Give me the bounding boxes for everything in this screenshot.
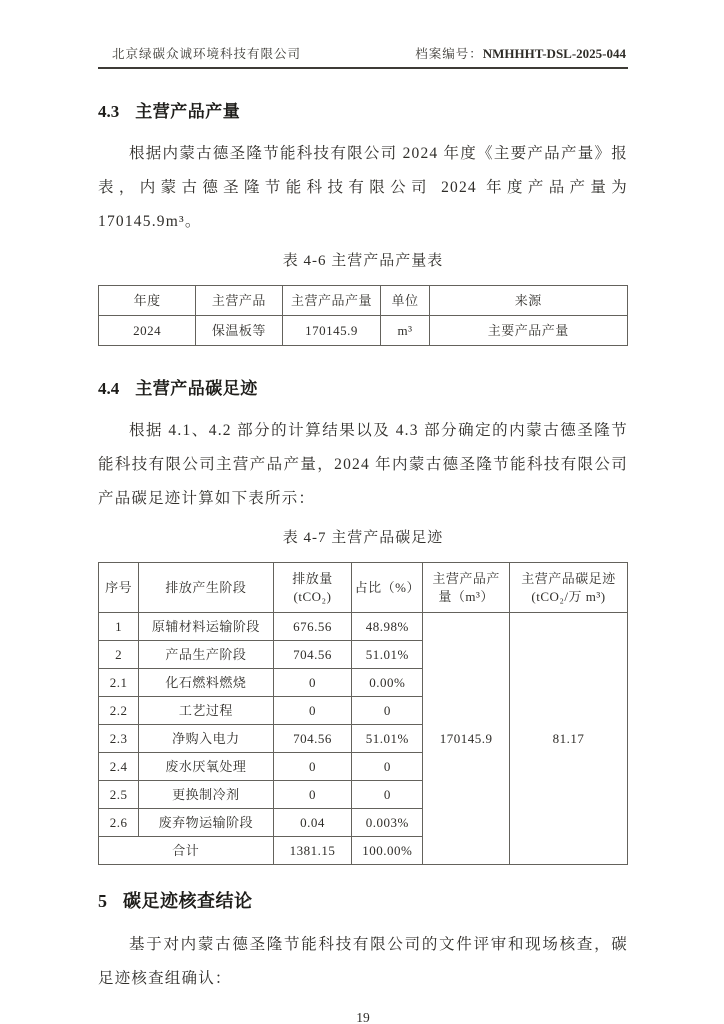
document-header xyxy=(98,44,628,62)
table-cell: 170145.9 xyxy=(282,316,381,346)
section-number: 4.3 xyxy=(98,102,120,121)
column-header: 主营产品碳足迹 (tCO₂/万 m³) xyxy=(510,563,628,613)
table-header xyxy=(99,563,628,613)
section-5-paragraph: 基于对内蒙古德圣隆节能科技有限公司的文件评审和现场核查，碳足迹核查组确认： xyxy=(98,936,628,987)
table-cell: 0.00% xyxy=(352,669,423,697)
table-cell: 0 xyxy=(352,781,423,809)
column-header: 排放量 (tCO₂) xyxy=(273,563,352,613)
table-cell: 废弃物运输阶段 xyxy=(139,809,273,837)
table-cell: 保温板等 xyxy=(196,316,282,346)
table-cell: 2 xyxy=(99,641,139,669)
table-cell: 原辅材料运输阶段 xyxy=(139,613,273,641)
table-cell: 工艺过程 xyxy=(139,697,273,725)
column-header: 主营产品产量 xyxy=(282,286,381,316)
table-cell: 废水厌氧处理 xyxy=(139,753,273,781)
column-header: 单位 xyxy=(381,286,429,316)
section-title: 主营产品产量 xyxy=(135,102,241,121)
table-cell: 0.003% xyxy=(352,809,423,837)
table-cell: 2024 xyxy=(99,316,196,346)
table-cell: 676.56 xyxy=(273,613,352,641)
table-row xyxy=(99,613,628,641)
column-header: 占比（%） xyxy=(352,563,423,613)
section-4-4-paragraph: 根据 4.1、4.2 部分的计算结果以及 4.3 部分确定的内蒙古德圣隆节能科技有限公司主营产品产量，2024 年内蒙古德圣隆节能科技有限公司产品碳足迹计算如下表所示： xyxy=(98,422,628,507)
column-header: 来源 xyxy=(429,286,627,316)
table-cell: 0 xyxy=(352,697,423,725)
product-output-table xyxy=(98,285,628,346)
table-cell: 2.3 xyxy=(99,725,139,753)
merged-footprint-cell: 81.17 xyxy=(510,613,628,865)
table-cell: 0 xyxy=(273,697,352,725)
table-cell: 0 xyxy=(352,753,423,781)
section-4-3-heading xyxy=(98,97,628,122)
table-cell: 化石燃料燃烧 xyxy=(139,669,273,697)
total-share-cell: 100.00% xyxy=(352,837,423,865)
total-emission-cell: 1381.15 xyxy=(273,837,352,865)
section-4-3-paragraph: 根据内蒙古德圣隆节能科技有限公司 2024 年度《主要产品产量》报表，内蒙古德圣隆节能科技有限公司 2024 年度产品产量为 170145.9m³。 xyxy=(98,145,628,230)
table-row xyxy=(99,316,628,346)
carbon-footprint-table xyxy=(98,562,628,865)
table-cell: 2.6 xyxy=(99,809,139,837)
table-cell: 51.01% xyxy=(352,725,423,753)
header-file-number xyxy=(415,44,626,62)
section-title: 主营产品碳足迹 xyxy=(135,379,258,398)
table-cell: 2.1 xyxy=(99,669,139,697)
table-cell: 更换制冷剂 xyxy=(139,781,273,809)
column-header: 主营产品产 量（m³） xyxy=(423,563,510,613)
table-cell: m³ xyxy=(381,316,429,346)
table-cell: 0.04 xyxy=(273,809,352,837)
table-cell: 产品生产阶段 xyxy=(139,641,273,669)
merged-production-cell: 170145.9 xyxy=(423,613,510,865)
table-4-7-caption: 表 4-7 主营产品碳足迹 xyxy=(282,530,444,546)
table-cell: 0 xyxy=(273,781,352,809)
column-header: 主营产品 xyxy=(196,286,282,316)
table-cell: 704.56 xyxy=(273,725,352,753)
table-cell: 2.4 xyxy=(99,753,139,781)
table-cell: 2.2 xyxy=(99,697,139,725)
table-header-row xyxy=(99,563,628,613)
table-cell: 2.5 xyxy=(99,781,139,809)
header-company-name: 北京绿碳众诚环境科技有限公司 xyxy=(112,47,302,61)
table-cell: 主要产品产量 xyxy=(429,316,627,346)
table-body xyxy=(99,613,628,865)
table-header-row xyxy=(99,286,628,316)
table-cell: 1 xyxy=(99,613,139,641)
table-body xyxy=(99,316,628,346)
table-cell: 净购入电力 xyxy=(139,725,273,753)
table-header xyxy=(99,286,628,316)
section-title: 碳足迹核查结论 xyxy=(123,891,253,911)
file-number-label: 档案编号： xyxy=(415,47,483,61)
page-number: 19 xyxy=(356,1010,370,1024)
table-cell: 51.01% xyxy=(352,641,423,669)
total-label-cell: 合计 xyxy=(99,837,274,865)
section-number: 4.4 xyxy=(98,379,120,398)
section-4-4-heading xyxy=(98,374,628,399)
table-cell: 0 xyxy=(273,753,352,781)
table-4-6-caption: 表 4-6 主营产品产量表 xyxy=(282,253,444,269)
table-cell: 0 xyxy=(273,669,352,697)
column-header: 年度 xyxy=(99,286,196,316)
column-header: 排放产生阶段 xyxy=(139,563,273,613)
table-cell: 48.98% xyxy=(352,613,423,641)
section-5-heading xyxy=(98,887,628,913)
table-cell: 704.56 xyxy=(273,641,352,669)
header-divider xyxy=(98,67,628,69)
file-number-code: NMHHHT-DSL-2025-044 xyxy=(482,46,626,61)
section-number: 5 xyxy=(98,891,107,911)
column-header: 序号 xyxy=(99,563,139,613)
